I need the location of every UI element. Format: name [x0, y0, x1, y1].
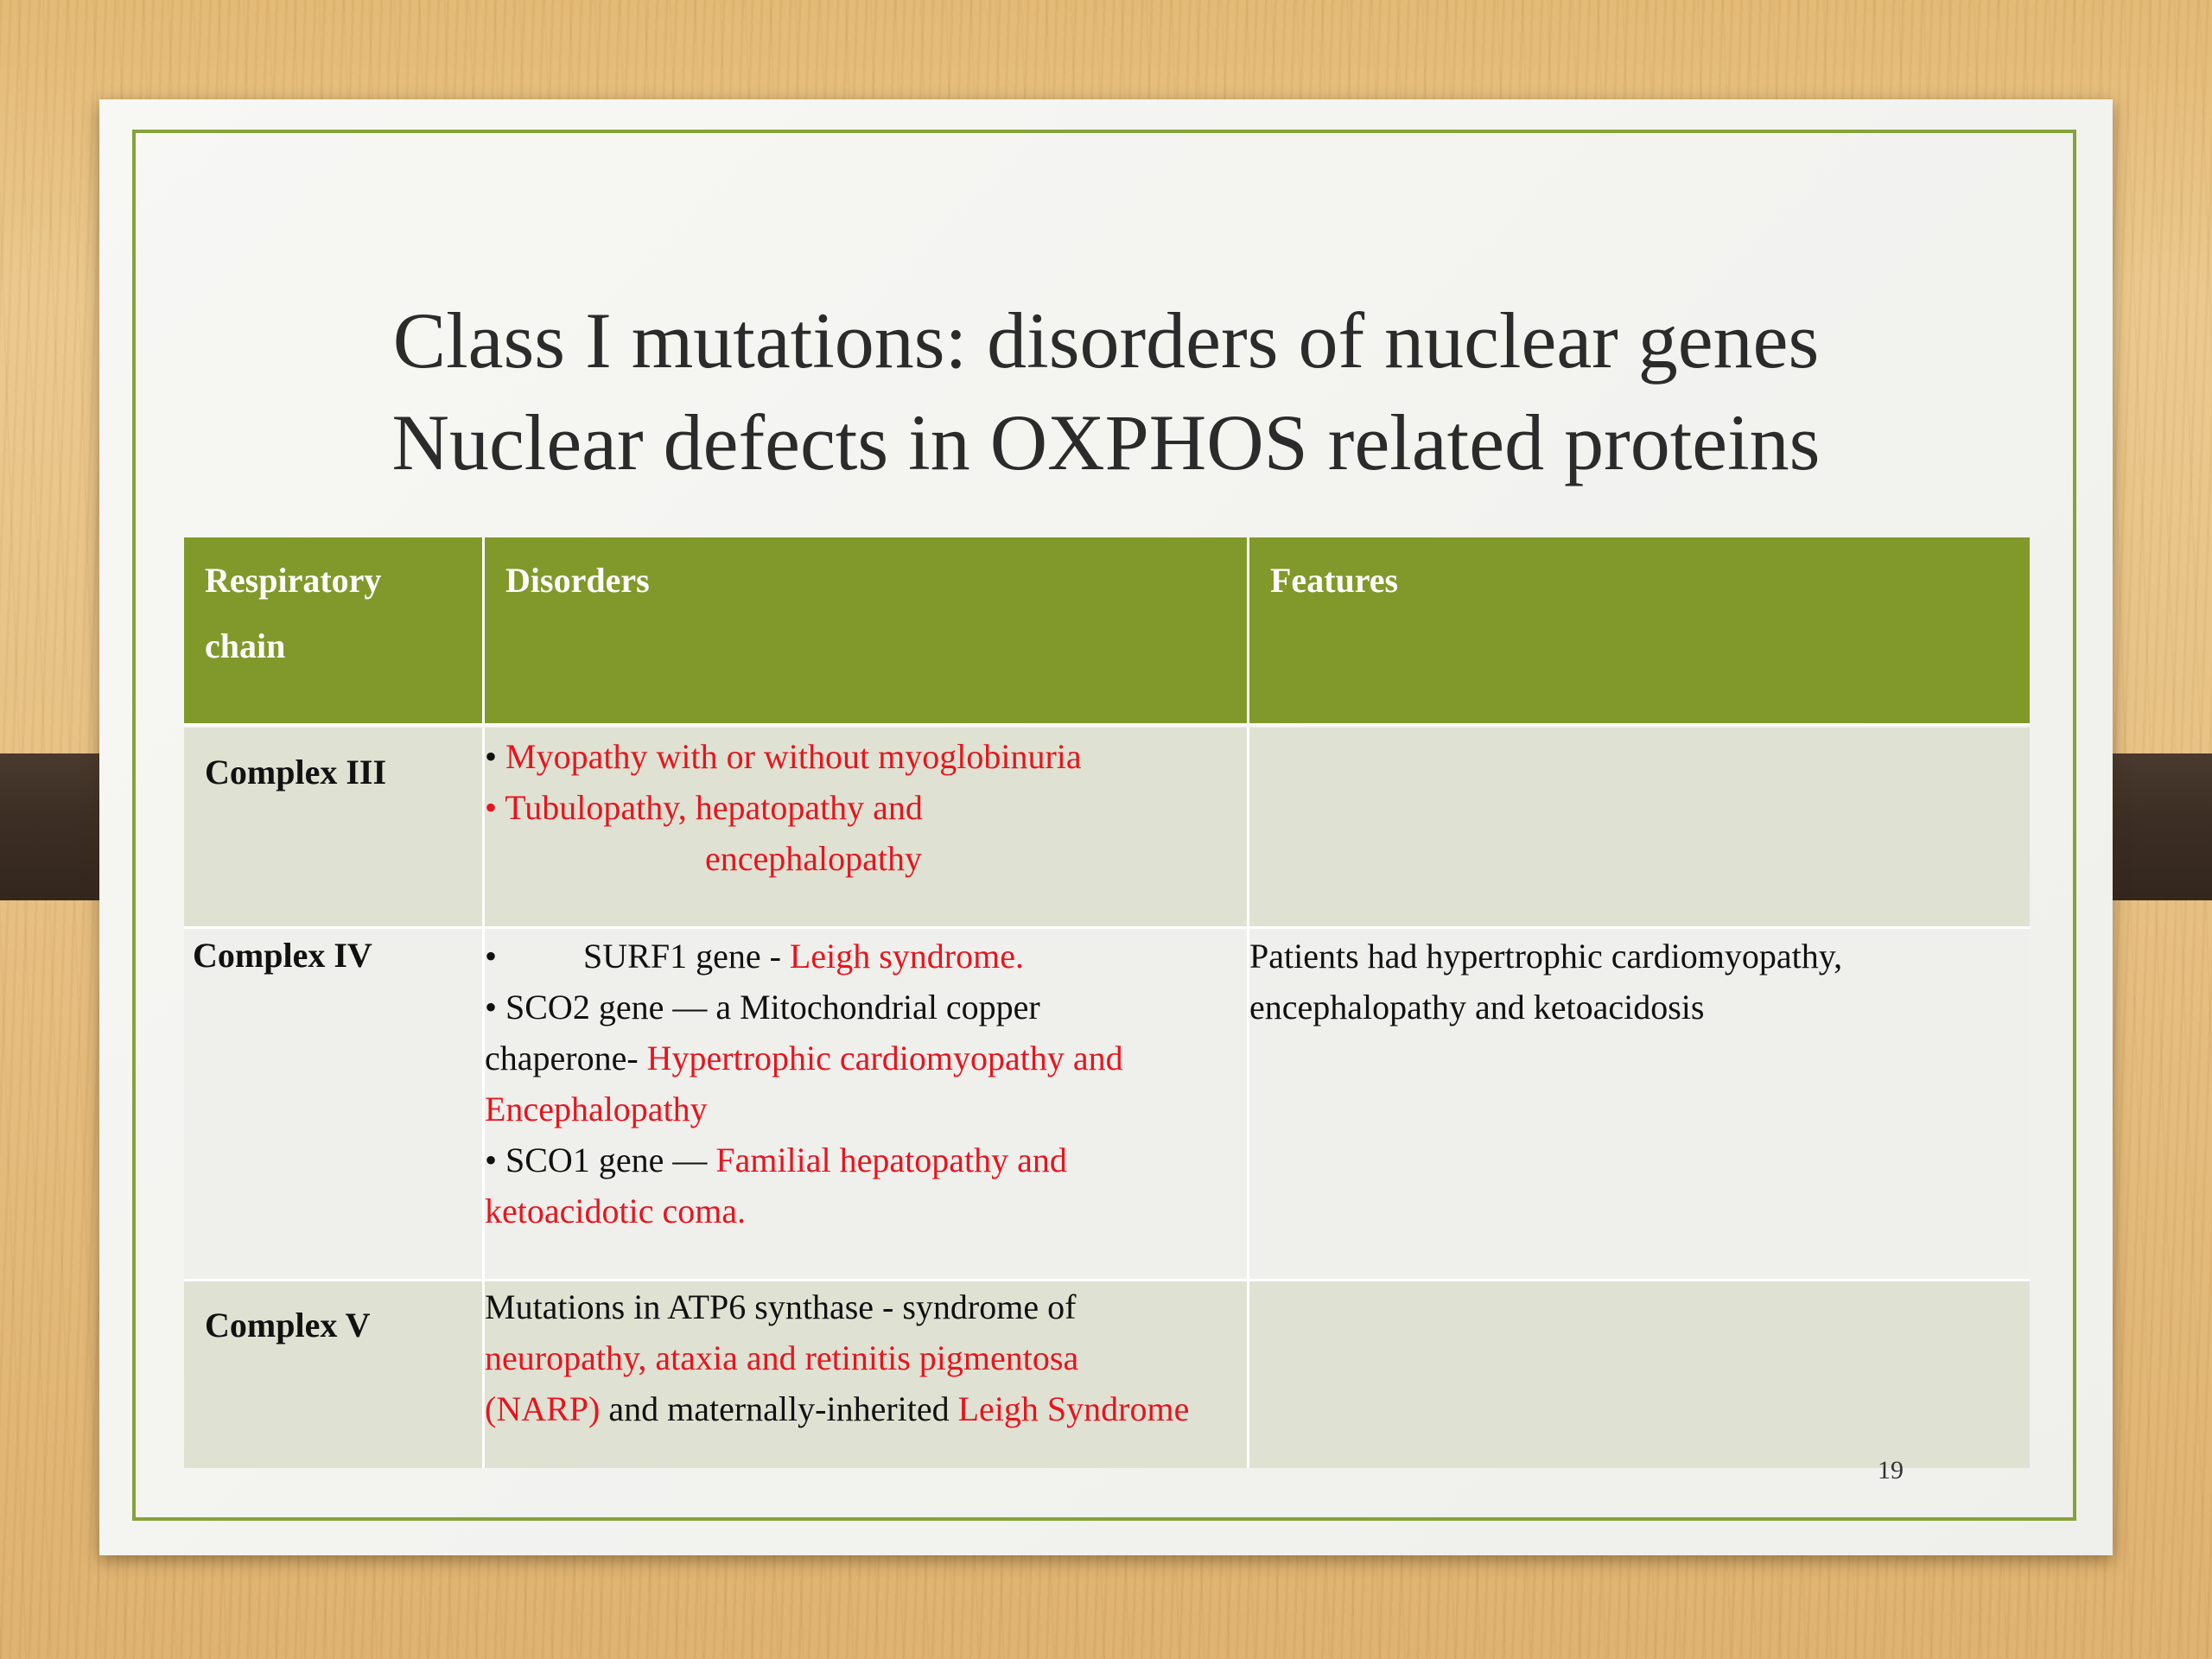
header-respiratory-label: Respiratory: [205, 561, 382, 600]
cell-complex-v-features: [1247, 1281, 2030, 1468]
table-row-complex-iii: [184, 728, 2030, 926]
disorder-line: (NARP) and maternally-inherited Leigh Syndrome: [485, 1389, 1190, 1428]
header-chain-label: chain: [205, 626, 286, 665]
slide-title: [99, 289, 2113, 493]
page-number: 19: [1878, 1456, 1904, 1484]
table-row-complex-iv: [184, 929, 2030, 1279]
cell-complex-v-disorders: [482, 1281, 1247, 1468]
cell-complex-iv-disorders: [482, 929, 1247, 1279]
disorder-line: Encephalopathy: [485, 1090, 708, 1128]
cell-complex-iii-disorders: [482, 728, 1247, 926]
title-line-1: Class I mutations: disorders of nuclear genes: [392, 296, 1820, 385]
disorder-line: encephalopathy: [705, 839, 922, 878]
row-label: Complex V: [205, 1306, 371, 1344]
cell-complex-iii-label: [184, 728, 482, 926]
feature-line: Patients had hypertrophic cardiomyopathy,: [1249, 937, 1843, 976]
table-header-row: [184, 537, 2030, 723]
disorder-line: • SURF1 gene - Leigh syndrome.: [485, 937, 1024, 976]
disorder-line: neuropathy, ataxia and retinitis pigmentosa: [485, 1338, 1079, 1377]
disorder-line: chaperone- Hypertrophic cardiomyopathy and: [485, 1039, 1123, 1077]
header-cell-disorders: [482, 537, 1247, 723]
disorder-line: ketoacidotic coma.: [485, 1192, 747, 1230]
row-label: Complex III: [205, 753, 387, 791]
disorder-line: Mutations in ATP6 synthase - syndrome of: [485, 1287, 1077, 1326]
slide-card: [99, 99, 2113, 1555]
table-row-complex-v: [184, 1281, 2030, 1468]
disorder-line: • Myopathy with or without myoglobinuria: [485, 737, 1082, 776]
cell-complex-iii-features: [1247, 728, 2030, 926]
disorder-line: • SCO2 gene — a Mitochondrial copper: [485, 988, 1040, 1027]
header-disorders-label: Disorders: [505, 561, 650, 600]
cell-complex-v-label: [184, 1281, 482, 1468]
cell-complex-iv-features: [1247, 929, 2030, 1279]
disorders-table: [184, 537, 2030, 1568]
header-features-label: Features: [1270, 561, 1399, 600]
header-cell-respiratory-chain: [184, 537, 482, 723]
row-divider: [184, 723, 2030, 726]
cell-complex-iv-label: [184, 929, 482, 1279]
row-label: Complex IV: [193, 936, 372, 975]
disorder-line: • Tubulopathy, hepatopathy and: [485, 788, 923, 827]
title-line-2: Nuclear defects in OXPHOS related proteins: [391, 398, 1821, 486]
feature-line: encephalopathy and ketoacidosis: [1249, 988, 1705, 1027]
disorder-line: • SCO1 gene — Familial hepatopathy and: [485, 1141, 1067, 1179]
header-cell-features: [1247, 537, 2030, 723]
